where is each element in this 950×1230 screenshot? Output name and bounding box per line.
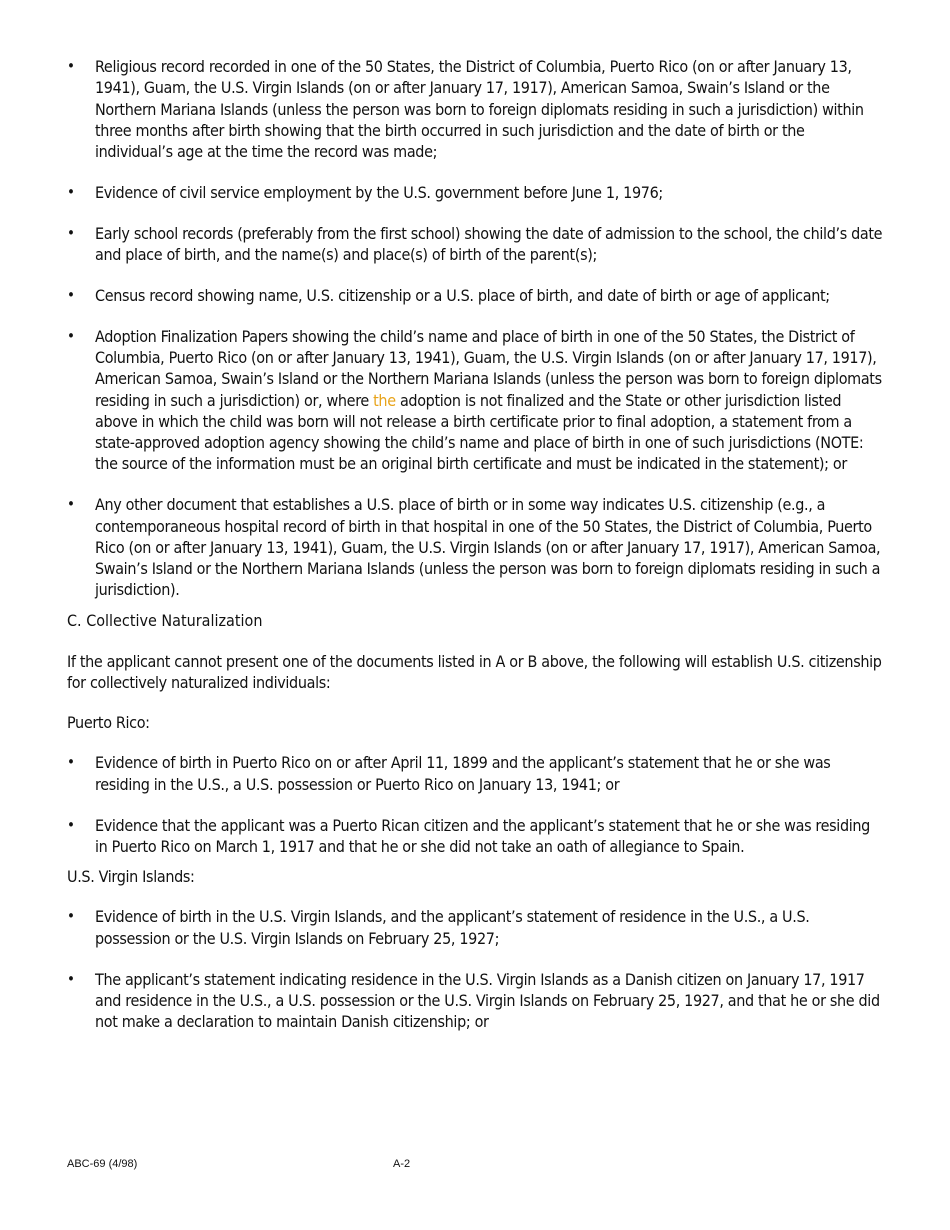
list-item-pr-citizen	[67, 815, 885, 858]
bullet-icon: •	[67, 753, 75, 772]
bullet-icon: •	[67, 57, 75, 75]
virgin-islands-list	[67, 906, 885, 1032]
list-item-civil-service	[67, 182, 885, 203]
list-item-text: Census record showing name, U.S. citizenship or a U.S. place of birth, and date of birth or age of applicant;	[95, 285, 830, 305]
adoption-text-end: adoption is not finalized and the State or other jurisdiction listed above in which the child was born will not release a birth certificate prior to final adoption, a statement from a state-approved adoption agency showing the child’s name and place of birth in one of such jurisdictions (NOTE: the source of the information must be an original birth certificate and must be indicated in the statement); or	[95, 390, 864, 474]
section-c-intro: If the applicant cannot present one of the documents listed in A or B above, the following will establish U.S. citizenship for collectively naturalized individuals:	[67, 651, 882, 692]
puerto-rico-list	[67, 752, 885, 857]
list-item-text: Early school records (preferably from the first school) showing the date of admission to the school, the child’s date and place of birth, and the name(s) and place(s) of birth of the parent(s);	[95, 223, 883, 265]
bullet-icon: •	[67, 326, 75, 345]
list-item-text: The applicant’s statement indicating residence in the U.S. Virgin Islands as a Danish citizen on January 17, 1917 and residence in the U.S., a U.S. possession or the U.S. Virgin Islands on February 25, 1927, and that he or she did not make a declaration to maintain Danish citizenship; or	[95, 969, 880, 1032]
section-c-heading: C. Collective Naturalization	[67, 611, 263, 631]
bullet-icon: •	[67, 495, 75, 514]
list-item-text: Religious record recorded in one of the 50 States, the District of Columbia, Puerto Rico (on or after January 13, 1941), Guam, the U.S. Virgin Islands (on or after January 17, 1917), American Samoa, Swain’s Island or the Northern Mariana Islands (unless the person was born to foreign diplomats residing in such a jurisdiction) within three months after birth showing that the birth occurred in such jurisdiction and the date of birth or the individual’s age at the time the record was made;	[95, 57, 864, 162]
list-item-text: Evidence of civil service employment by the U.S. government before June 1, 1976;	[95, 182, 663, 202]
list-item-text	[95, 327, 882, 474]
form-id: ABC-69 (4/98)	[67, 1158, 138, 1170]
bullet-icon: •	[67, 223, 75, 242]
list-item-pr-birth	[67, 752, 885, 795]
page-number: A-2	[393, 1158, 411, 1170]
bullet-icon: •	[67, 285, 75, 304]
list-item-adoption-papers	[67, 326, 885, 475]
bullet-icon: •	[67, 815, 75, 834]
list-item-text: Evidence of birth in the U.S. Virgin Islands, and the applicant’s statement of residence in the U.S., a U.S. possession or the U.S. Virgin Islands on February 25, 1927;	[95, 907, 810, 948]
bullet-icon: •	[67, 969, 75, 988]
list-item-other-document	[67, 494, 885, 600]
virgin-islands-label: U.S. Virgin Islands:	[67, 867, 195, 887]
list-item-vi-birth	[67, 906, 885, 949]
section-b-list	[67, 56, 885, 601]
list-item-text: Evidence of birth in Puerto Rico on or after April 11, 1899 and the applicant’s statement that he or she was residing in the U.S., a U.S. possession or Puerto Rico on January 13, 1941; or	[95, 753, 831, 794]
list-item-text: Any other document that establishes a U.S. place of birth or in some way indicates U.S. citizenship (e.g., a contemporaneous hospital record of birth in that hospital in one of the 50 States, the District of Columbia, Puerto Rico (on or after January 13, 1941), Guam, the U.S. Virgin Islands (on or after January 17, 1917), American Samoa, Swain’s Island or the Northern Mariana Islands (unless the person was born to foreign diplomats residing in such a jurisdiction).	[95, 495, 881, 600]
document-page	[67, 56, 885, 1052]
list-item-religious-record	[67, 56, 885, 162]
adoption-text-start: Adoption Finalization Papers showing the child’s name and place of birth in one of the 50 States, the District of Columbia, Puerto Rico (on or after January 13, 1941), Guam, the U.S. Virgin Islands (on or after January 17, 1917), American Samoa, Swain’s Island or the Northern Mariana Islands (unless the person was born to foreign diplomats residing in such a jurisdiction) or, where	[95, 326, 882, 410]
list-item-text: Evidence that the applicant was a Puerto Rican citizen and the applicant’s statement that he or she was residing in Puerto Rico on March 1, 1917 and that he or she did not take an oath of allegiance to Spain.	[95, 815, 870, 856]
list-item-school-records	[67, 223, 885, 266]
puerto-rico-label: Puerto Rico:	[67, 713, 150, 733]
list-item-vi-danish-citizen	[67, 969, 885, 1033]
bullet-icon: •	[67, 182, 75, 201]
list-item-census-record	[67, 285, 885, 306]
bullet-icon: •	[67, 907, 75, 926]
highlighted-word: the	[373, 390, 396, 410]
